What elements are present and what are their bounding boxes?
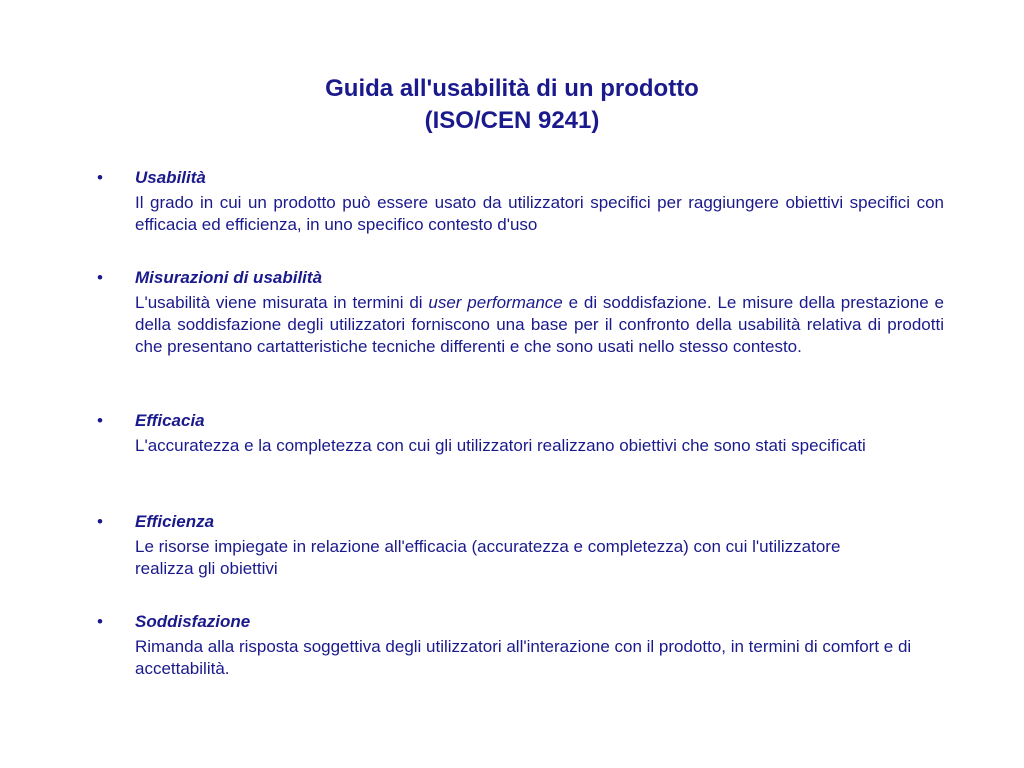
definition-text-part: e di soddisfazione. Le misure della prestazione e della soddisfazione degli utilizzatori forniscono una base per il confronto della usabilità relativa di prodotti che presentano cartatteristiche tecniche differenti e che sono usati nello stesso contesto. [135, 293, 944, 356]
definition-text: L'accuratezza e la completezza con cui gli utilizzatori realizzano obiettivi che sono stati specificati [135, 436, 866, 455]
title-line-1: Guida all'usabilità di un prodotto [325, 75, 699, 102]
bullet-icon: • [97, 168, 103, 187]
definition-term: Usabilità [135, 168, 206, 187]
definition-text [135, 292, 944, 358]
definition-text-emphasis: user performance [428, 293, 563, 312]
bullet-icon: • [97, 268, 103, 287]
slide-title [0, 73, 1024, 137]
bullet-icon: • [97, 612, 103, 631]
definition-term: Soddisfazione [135, 612, 251, 631]
definition-term: Efficacia [135, 411, 205, 430]
definition-text: Le risorse impiegate in relazione all'efficacia (accuratezza e completezza) con cui l'utilizzatore realizza gli obiettivi [135, 537, 841, 578]
title-line-2: (ISO/CEN 9241) [424, 107, 600, 134]
bullet-icon: • [97, 512, 103, 531]
bullet-icon: • [97, 411, 103, 430]
definition-term: Misurazioni di usabilità [135, 268, 323, 287]
definition-term: Efficienza [135, 512, 215, 531]
definition-text: Rimanda alla risposta soggettiva degli utilizzatori all'interazione con il prodotto, in termini di comfort e di accettabilità. [135, 637, 912, 678]
definition-text: Il grado in cui un prodotto può essere usato da utilizzatori specifici per raggiungere obiettivi specifici con efficacia ed efficienza, in uno specifico contesto d'uso [135, 193, 944, 234]
definition-text-part: L'usabilità viene misurata in termini di [135, 293, 429, 312]
